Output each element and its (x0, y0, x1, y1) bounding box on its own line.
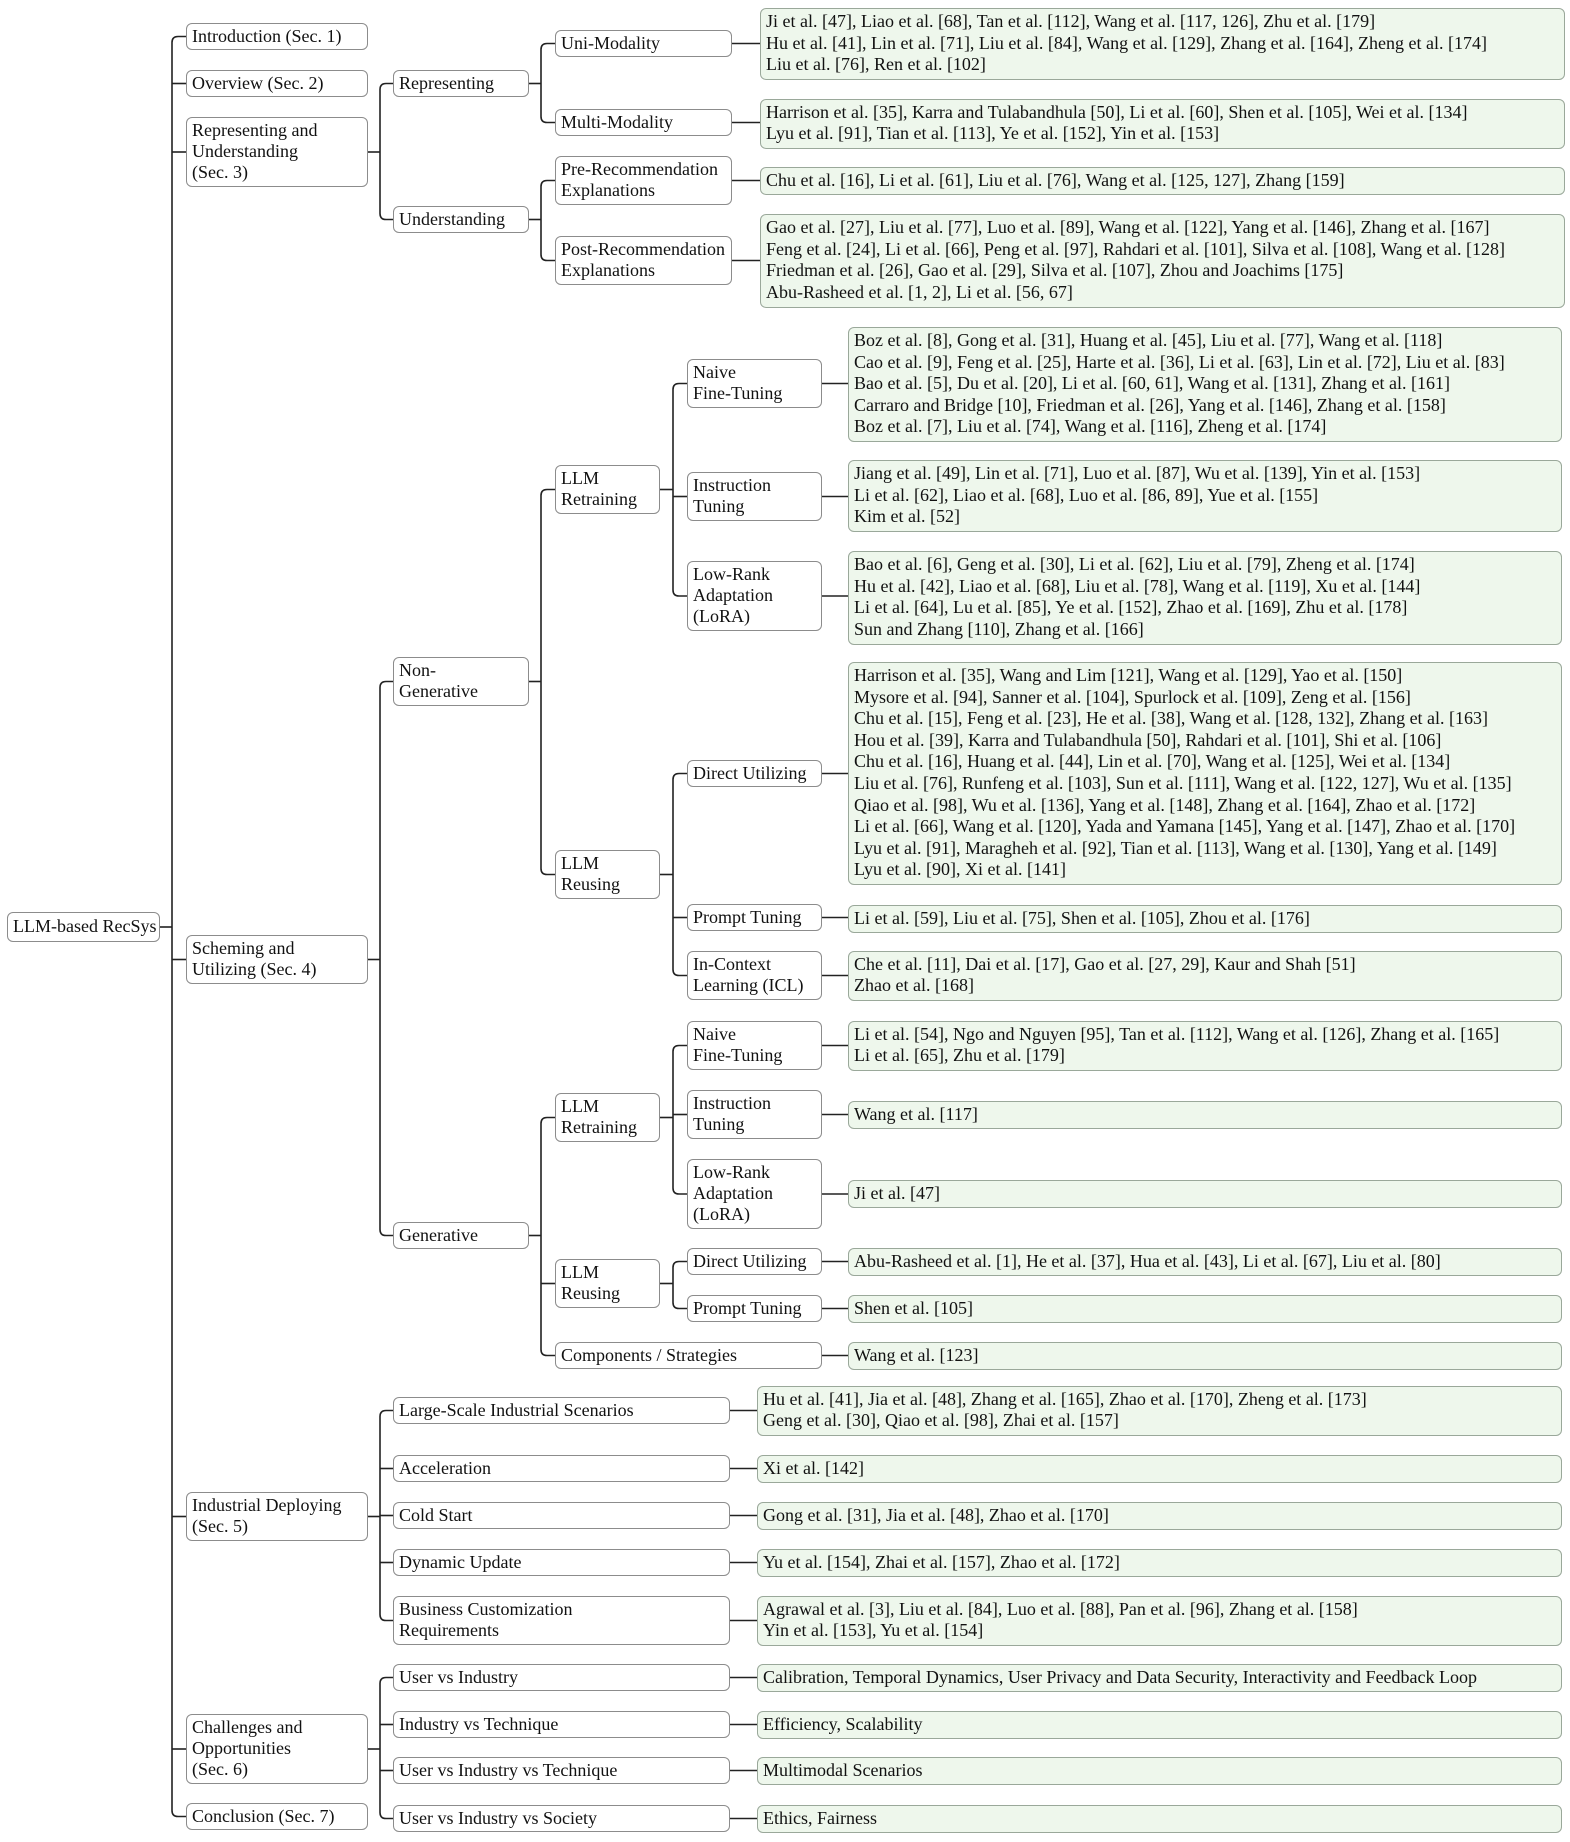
node-ng-in-context-learning (687, 951, 822, 1000)
node-ng-naive-fine-tuning-line-2: Fine-Tuning (693, 383, 783, 403)
understanding-connector-branch-2 (541, 255, 555, 261)
refs-post-recommendation-line-4: Abu-Rasheed et al. [1, 2], Li et al. [56, 67] (766, 282, 1073, 303)
section-scheming-utilizing-line-1: Scheming and (192, 938, 295, 958)
node-g-components-strategies-line-1: Components / Strategies (561, 1344, 737, 1365)
repr-connector-branch-1 (380, 84, 393, 90)
node-non-generative-line-2: Generative (399, 681, 478, 701)
section-challenges-opportunities-line-1: Challenges and (192, 1717, 303, 1737)
root-connector-branch-1 (172, 37, 186, 43)
refs-g-naive-fine-tuning-line-2: Li et al. [65], Zhu et al. [179] (854, 1045, 1065, 1066)
refs-ng-direct-utilizing-line-3: Chu et al. [15], Feng et al. [23], He et al. [38], Wang et al. [128, 132], Zhang et al. [163] (854, 708, 1489, 729)
refs-g-prompt-tuning-line-1: Shen et al. [105] (854, 1297, 973, 1318)
node-post-recommendation-line-1: Post-Recommendation (561, 239, 725, 259)
node-g-naive-fine-tuning (687, 1021, 822, 1070)
node-representing (393, 70, 529, 97)
node-g-naive-fine-tuning-line-2: Fine-Tuning (693, 1045, 783, 1065)
refs-post-recommendation-line-2: Feng et al. [24], Li et al. [66], Peng et al. [97], Rahdari et al. [101], Silva et al. [108], Wang et al. [128] (766, 238, 1506, 259)
node-user-industry-society (393, 1805, 730, 1832)
challenges-connector-branch-1 (380, 1678, 393, 1684)
node-user-vs-industry-line-1: User vs Industry (399, 1666, 518, 1687)
root-connector-branch-7 (172, 1811, 186, 1817)
refs-ng-lora-line-2: Hu et al. [42], Liao et al. [68], Liu et al. [78], Wang et al. [119], Xu et al. [144] (854, 575, 1421, 596)
g-reusing-connector-branch-2 (673, 1303, 687, 1309)
node-generative-line-1: Generative (399, 1224, 478, 1245)
node-g-instruction-tuning-line-1: Instruction (693, 1093, 771, 1113)
node-non-generative-line-1: Non- (399, 660, 436, 680)
refs-ng-direct-utilizing-line-2: Mysore et al. [94], Sanner et al. [104], Spurlock et al. [109], Zeng et al. [156] (854, 686, 1411, 707)
node-industry-vs-technique-line-1: Industry vs Technique (399, 1713, 559, 1734)
node-dynamic-update (393, 1549, 730, 1576)
node-ng-lora-line-1: Low-Rank (693, 564, 770, 584)
refs-ng-instruction-tuning-line-2: Li et al. [62], Liao et al. [68], Luo et al. [86, 89], Yue et al. [155] (854, 484, 1319, 505)
node-g-instruction-tuning-line-2: Tuning (693, 1114, 745, 1134)
refs-ng-icl-line-2: Zhao et al. [168] (854, 975, 974, 996)
refs-ng-naive-fine-tuning-line-1: Boz et al. [8], Gong et al. [31], Huang et al. [45], Liu et al. [77], Wang et al. [118] (854, 330, 1443, 350)
refs-ng-icl (848, 951, 1562, 1001)
refs-dynamic-update (757, 1549, 1562, 1577)
refs-user-industry-society (757, 1805, 1562, 1833)
node-ng-llm-reusing (555, 850, 660, 899)
refs-post-recommendation (760, 214, 1565, 308)
node-ng-lora-line-3: (LoRA) (693, 606, 750, 626)
node-pre-recommendation-line-1: Pre-Recommendation (561, 159, 718, 179)
refs-g-lora-line-1: Ji et al. [47] (854, 1182, 940, 1203)
node-g-lora (687, 1159, 822, 1229)
ng-reusing-connector-branch-3 (673, 970, 687, 976)
node-g-llm-retraining-line-1: LLM (561, 1096, 599, 1116)
refs-multi-modality-line-1: Harrison et al. [35], Karra and Tulabandhula [50], Li et al. [60], Shen et al. [105], Wei et al. [134] (766, 101, 1468, 122)
node-ng-lora-line-2: Adaptation (693, 585, 773, 605)
refs-large-scale-industrial (757, 1386, 1562, 1436)
generative-connector-branch-3 (541, 1350, 555, 1356)
refs-uni-modality (760, 8, 1565, 80)
refs-ng-direct-utilizing-line-4: Hou et al. [39], Karra and Tulabandhula [50], Rahdari et al. [101], Shi et al. [106] (854, 729, 1442, 750)
node-g-llm-retraining-line-2: Retraining (561, 1117, 637, 1137)
section-representing-understanding-line-1: Representing and (192, 120, 318, 140)
node-acceleration-line-1: Acceleration (399, 1457, 491, 1478)
section-challenges-opportunities (186, 1714, 368, 1784)
repr-connector-branch-2 (380, 214, 393, 220)
refs-ng-instruction-tuning-line-1: Jiang et al. [49], Lin et al. [71], Luo et al. [87], Wu et al. [139], Yin et al. [153] (854, 463, 1421, 484)
section-challenges-opportunities-line-2: Opportunities (192, 1738, 291, 1758)
node-dynamic-update-line-1: Dynamic Update (399, 1551, 522, 1572)
refs-pre-recommendation-line-1: Chu et al. [16], Li et al. [61], Liu et al. [76], Wang et al. [125, 127], Zhang [159] (766, 169, 1345, 190)
refs-ng-lora (848, 551, 1562, 645)
representing-connector-branch-2 (541, 117, 555, 123)
node-uni-modality (555, 30, 732, 57)
section-representing-understanding (186, 117, 368, 187)
refs-pre-recommendation (760, 167, 1565, 195)
node-large-scale-industrial-line-1: Large-Scale Industrial Scenarios (399, 1399, 634, 1420)
section-scheming-utilizing (186, 935, 368, 984)
node-cold-start-line-1: Cold Start (399, 1504, 473, 1525)
refs-ng-naive-fine-tuning (848, 327, 1562, 442)
g-retraining-connector-branch-3 (673, 1188, 687, 1194)
industrial-connector-branch-5 (380, 1615, 393, 1621)
refs-ng-prompt-tuning (848, 905, 1562, 933)
industrial-connector-branch-1 (380, 1411, 393, 1417)
node-ng-instruction-tuning-line-2: Tuning (693, 496, 745, 516)
refs-user-industry-technique-line-1: Multimodal Scenarios (763, 1759, 923, 1780)
node-pre-recommendation (555, 156, 732, 205)
refs-multi-modality (760, 99, 1565, 149)
node-g-prompt-tuning (687, 1295, 822, 1322)
node-cold-start (393, 1502, 730, 1529)
refs-ng-naive-fine-tuning-line-2: Cao et al. [9], Feng et al. [25], Harte et al. [36], Li et al. [63], Lin et al. [72], Liu et al. [83] (854, 351, 1505, 372)
node-acceleration (393, 1455, 730, 1482)
node-ng-naive-fine-tuning (687, 359, 822, 408)
generative-connector-branch-1 (541, 1118, 555, 1124)
section-introduction (186, 23, 368, 50)
refs-industry-vs-technique (757, 1711, 1562, 1739)
node-g-lora-line-3: (LoRA) (693, 1204, 750, 1224)
node-g-lora-line-1: Low-Rank (693, 1162, 770, 1182)
node-ng-direct-utilizing-line-1: Direct Utilizing (693, 762, 807, 783)
challenges-connector-branch-4 (380, 1813, 393, 1819)
refs-g-instruction-tuning-line-1: Wang et al. [117] (854, 1103, 978, 1124)
node-uni-modality-line-1: Uni-Modality (561, 32, 660, 53)
section-representing-understanding-line-2: Understanding (192, 141, 298, 161)
node-ng-lora (687, 561, 822, 631)
node-user-vs-industry (393, 1664, 730, 1691)
refs-large-scale-industrial-line-1: Hu et al. [41], Jia et al. [48], Zhang et al. [165], Zhao et al. [170], Zheng et al. [173] (763, 1388, 1367, 1409)
node-g-instruction-tuning (687, 1090, 822, 1139)
refs-g-direct-utilizing-line-1: Abu-Rasheed et al. [1], He et al. [37], Hua et al. [43], Li et al. [67], Liu et al. [80] (854, 1250, 1441, 1271)
refs-g-naive-fine-tuning-line-1: Li et al. [54], Ngo and Nguyen [95], Tan et al. [112], Wang et al. [126], Zhang et al. [165] (854, 1023, 1500, 1044)
g-retraining-connector-branch-1 (673, 1046, 687, 1052)
refs-user-industry-society-line-1: Ethics, Fairness (763, 1807, 877, 1828)
refs-ng-naive-fine-tuning-line-4: Carraro and Bridge [10], Friedman et al. [26], Yang et al. [146], Zhang et al. [158] (854, 394, 1446, 415)
node-g-llm-reusing-line-2: Reusing (561, 1283, 621, 1303)
section-industrial-deploying-line-2: (Sec. 5) (192, 1516, 248, 1536)
refs-ng-lora-line-1: Bao et al. [6], Geng et al. [30], Li et al. [62], Liu et al. [79], Zheng et al. [174] (854, 554, 1415, 575)
section-industrial-deploying (186, 1492, 368, 1541)
node-ng-llm-reusing-line-1: LLM (561, 853, 599, 873)
section-overview (186, 70, 368, 97)
node-ng-llm-reusing-line-2: Reusing (561, 874, 621, 894)
node-ng-llm-retraining-line-2: Retraining (561, 489, 637, 509)
node-g-naive-fine-tuning-line-1: Naive (693, 1024, 736, 1044)
refs-ng-direct-utilizing-line-7: Qiao et al. [98], Wu et al. [136], Yang et al. [148], Zhang et al. [164], Zhao et al. [172] (854, 794, 1476, 815)
refs-g-direct-utilizing (848, 1248, 1562, 1276)
refs-business-customization (757, 1596, 1562, 1646)
refs-uni-modality-line-3: Liu et al. [76], Ren et al. [102] (766, 54, 986, 75)
scheme-connector-branch-1 (380, 682, 393, 688)
refs-g-prompt-tuning (848, 1295, 1562, 1323)
node-g-direct-utilizing-line-1: Direct Utilizing (693, 1250, 807, 1271)
refs-ng-direct-utilizing-line-1: Harrison et al. [35], Wang and Lim [121], Wang et al. [129], Yao et al. [150] (854, 665, 1403, 685)
node-post-recommendation (555, 236, 732, 285)
node-g-lora-line-2: Adaptation (693, 1183, 773, 1203)
section-introduction-line-1: Introduction (Sec. 1) (192, 25, 342, 46)
refs-ng-direct-utilizing-line-9: Lyu et al. [91], Maragheh et al. [92], Tian et al. [113], Wang et al. [130], Yang et al. [149] (854, 837, 1497, 858)
refs-multi-modality-line-2: Lyu et al. [91], Tian et al. [113], Ye et al. [152], Yin et al. [153] (766, 123, 1220, 144)
section-conclusion-line-1: Conclusion (Sec. 7) (192, 1805, 335, 1826)
node-generative (393, 1222, 529, 1249)
node-ng-llm-retraining (555, 465, 660, 514)
node-industry-vs-technique (393, 1711, 730, 1738)
node-ng-llm-retraining-line-1: LLM (561, 468, 599, 488)
refs-business-customization-line-1: Agrawal et al. [3], Liu et al. [84], Luo et al. [88], Pan et al. [96], Zhang et al. [158] (763, 1598, 1358, 1619)
representing-connector-branch-1 (541, 44, 555, 50)
understanding-connector-branch-1 (541, 181, 555, 187)
refs-ng-instruction-tuning (848, 460, 1562, 532)
refs-post-recommendation-line-3: Friedman et al. [26], Gao et al. [29], Silva et al. [107], Zhou and Joachims [175] (766, 260, 1344, 281)
refs-ng-lora-line-3: Li et al. [64], Lu et al. [85], Ye et al. [152], Zhao et al. [169], Zhu et al. [178] (854, 597, 1408, 618)
refs-uni-modality-line-1: Ji et al. [47], Liao et al. [68], Tan et al. [112], Wang et al. [117, 126], Zhu et al. [179] (766, 11, 1376, 32)
refs-business-customization-line-2: Yin et al. [153], Yu et al. [154] (763, 1620, 984, 1641)
section-conclusion (186, 1803, 368, 1830)
node-g-llm-reusing (555, 1259, 660, 1308)
refs-ng-direct-utilizing-line-6: Liu et al. [76], Runfeng et al. [103], Sun et al. [111], Wang et al. [122, 127], Wu et al. [135] (854, 772, 1512, 793)
node-large-scale-industrial (393, 1397, 730, 1424)
refs-acceleration (757, 1455, 1562, 1483)
refs-user-industry-technique (757, 1757, 1562, 1785)
refs-ng-direct-utilizing-line-8: Li et al. [66], Wang et al. [120], Yada and Yamana [145], Yang et al. [147], Zhao et al. [170] (854, 816, 1516, 837)
section-challenges-opportunities-line-3: (Sec. 6) (192, 1759, 248, 1779)
refs-ng-direct-utilizing (848, 662, 1562, 885)
refs-user-vs-industry (757, 1664, 1562, 1692)
refs-dynamic-update-line-1: Yu et al. [154], Zhai et al. [157], Zhao et al. [172] (763, 1551, 1120, 1572)
root-node-line-1: LLM-based RecSys (13, 916, 157, 936)
refs-post-recommendation-line-1: Gao et al. [27], Liu et al. [77], Luo et al. [89], Wang et al. [122], Yang et al. [146], Zhang et al. [167] (766, 217, 1490, 238)
refs-acceleration-line-1: Xi et al. [142] (763, 1457, 864, 1478)
section-representing-understanding-line-3: (Sec. 3) (192, 162, 248, 182)
node-representing-line-1: Representing (399, 72, 494, 93)
node-user-industry-technique-line-1: User vs Industry vs Technique (399, 1759, 618, 1780)
node-post-recommendation-line-2: Explanations (561, 260, 655, 280)
node-multi-modality-line-1: Multi-Modality (561, 111, 673, 132)
node-ng-naive-fine-tuning-line-1: Naive (693, 362, 736, 382)
node-g-prompt-tuning-line-1: Prompt Tuning (693, 1297, 802, 1318)
section-industrial-deploying-line-1: Industrial Deploying (192, 1495, 342, 1515)
refs-g-components-strategies-line-1: Wang et al. [123] (854, 1344, 979, 1365)
refs-ng-icl-line-1: Che et al. [11], Dai et al. [17], Gao et al. [27, 29], Kaur and Shah [51] (854, 953, 1356, 974)
refs-g-lora (848, 1180, 1562, 1208)
non-generative-connector-branch-2 (541, 869, 555, 875)
refs-g-components-strategies (848, 1342, 1562, 1370)
refs-large-scale-industrial-line-2: Geng et al. [30], Qiao et al. [98], Zhai et al. [157] (763, 1410, 1119, 1431)
node-ng-prompt-tuning (687, 904, 822, 931)
node-ng-instruction-tuning-line-1: Instruction (693, 475, 771, 495)
node-business-customization-line-2: Requirements (399, 1620, 499, 1640)
refs-cold-start (757, 1502, 1562, 1530)
section-overview-line-1: Overview (Sec. 2) (192, 72, 324, 93)
refs-ng-direct-utilizing-line-5: Chu et al. [16], Huang et al. [44], Lin et al. [70], Wang et al. [125], Wei et al. [134] (854, 751, 1451, 772)
refs-industry-vs-technique-line-1: Efficiency, Scalability (763, 1713, 923, 1734)
node-understanding (393, 206, 529, 233)
refs-g-instruction-tuning (848, 1101, 1562, 1129)
refs-ng-naive-fine-tuning-line-3: Bao et al. [5], Du et al. [20], Li et al. [60, 61], Wang et al. [131], Zhang et al. [161] (854, 373, 1451, 394)
g-reusing-connector-branch-1 (673, 1262, 687, 1268)
node-non-generative (393, 657, 529, 706)
refs-ng-prompt-tuning-line-1: Li et al. [59], Liu et al. [75], Shen et al. [105], Zhou et al. [176] (854, 907, 1310, 928)
node-g-direct-utilizing (687, 1248, 822, 1275)
node-user-industry-society-line-1: User vs Industry vs Society (399, 1807, 597, 1828)
node-ng-direct-utilizing (687, 760, 822, 787)
node-g-llm-reusing-line-1: LLM (561, 1262, 599, 1282)
scheme-connector-branch-2 (380, 1230, 393, 1236)
node-ng-in-context-learning-line-1: In-Context (693, 954, 771, 974)
node-business-customization-line-1: Business Customization (399, 1599, 573, 1619)
ng-retraining-connector-branch-1 (673, 384, 687, 390)
non-generative-connector-branch-1 (541, 490, 555, 496)
node-ng-in-context-learning-line-2: Learning (ICL) (693, 975, 804, 995)
refs-g-naive-fine-tuning (848, 1021, 1562, 1071)
root-node (7, 912, 160, 942)
node-understanding-line-1: Understanding (399, 208, 505, 229)
node-g-llm-retraining (555, 1093, 660, 1142)
node-ng-prompt-tuning-line-1: Prompt Tuning (693, 906, 802, 927)
refs-user-vs-industry-line-1: Calibration, Temporal Dynamics, User Privacy and Data Security, Interactivity and Feedback Loop (763, 1666, 1478, 1687)
refs-cold-start-line-1: Gong et al. [31], Jia et al. [48], Zhao et al. [170] (763, 1504, 1109, 1525)
refs-ng-lora-line-4: Sun and Zhang [110], Zhang et al. [166] (854, 619, 1144, 640)
node-business-customization (393, 1596, 730, 1645)
refs-ng-direct-utilizing-line-10: Lyu et al. [90], Xi et al. [141] (854, 859, 1066, 880)
node-multi-modality (555, 109, 732, 136)
node-pre-recommendation-line-2: Explanations (561, 180, 655, 200)
ng-retraining-connector-branch-3 (673, 590, 687, 596)
node-user-industry-technique (393, 1757, 730, 1784)
section-scheming-utilizing-line-2: Utilizing (Sec. 4) (192, 959, 317, 979)
refs-ng-naive-fine-tuning-line-5: Boz et al. [7], Liu et al. [74], Wang et al. [116], Zheng et al. [174] (854, 416, 1327, 437)
refs-uni-modality-line-2: Hu et al. [41], Lin et al. [71], Liu et al. [84], Wang et al. [129], Zhang et al. [164], Zheng et al. [174] (766, 32, 1487, 53)
node-ng-instruction-tuning (687, 472, 822, 521)
ng-reusing-connector-branch-1 (673, 774, 687, 780)
refs-ng-instruction-tuning-line-3: Kim et al. [52] (854, 506, 960, 527)
node-g-components-strategies (555, 1342, 822, 1369)
